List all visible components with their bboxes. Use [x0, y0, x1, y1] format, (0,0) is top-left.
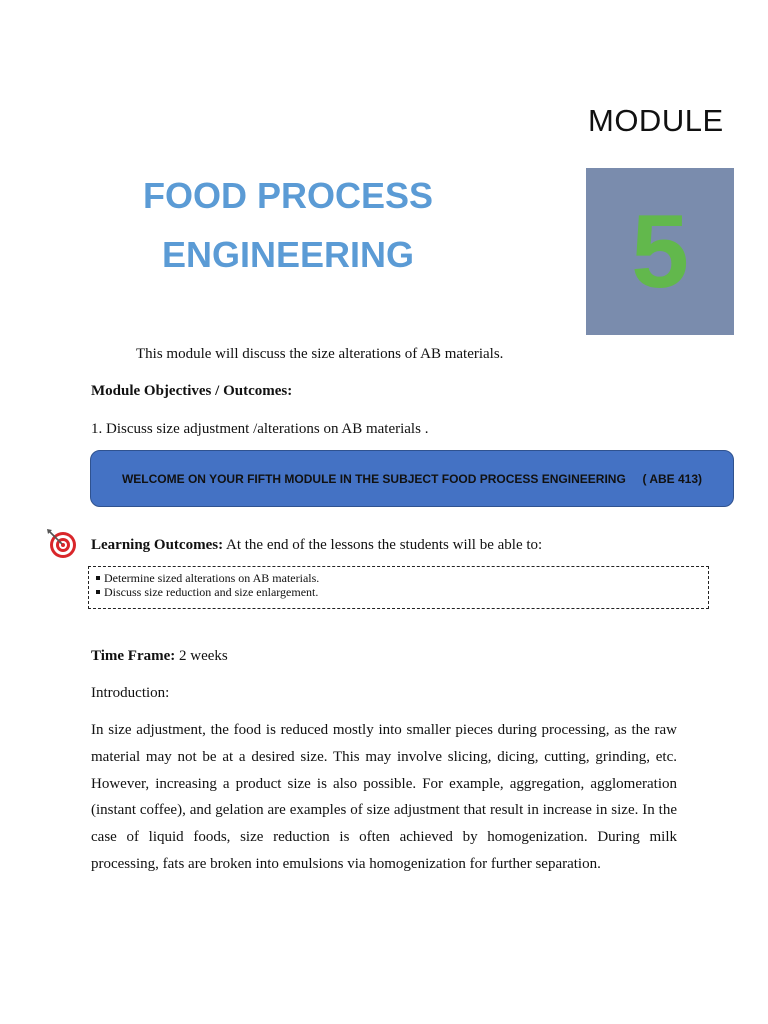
dartboard-target-icon	[46, 528, 78, 560]
module-number-box	[586, 168, 734, 335]
outcome-item: Determine sized alterations on AB materials.	[95, 571, 708, 585]
objective-item: 1. Discuss size adjustment /alterations on AB materials .	[91, 421, 429, 437]
welcome-banner: WELCOME ON YOUR FIFTH MODULE IN THE SUBJECT FOOD PROCESS ENGINEERING ( ABE 413)	[90, 450, 734, 507]
module-number: 5	[631, 193, 689, 310]
page-title	[100, 166, 476, 284]
title-line-2: ENGINEERING	[161, 234, 415, 275]
learning-outcomes-text: At the end of the lessons the students will be able to:	[223, 537, 543, 553]
learning-outcomes-line	[91, 535, 542, 555]
introduction-heading: Introduction:	[91, 685, 170, 701]
module-label: MODULE	[588, 103, 724, 138]
time-frame-line	[91, 646, 228, 666]
module-intro-line: This module will discuss the size alterations of AB materials.	[136, 346, 504, 362]
title-line-1: FOOD PROCESS	[142, 175, 434, 216]
objectives-heading: Module Objectives / Outcomes:	[91, 383, 293, 399]
time-frame-value: 2 weeks	[175, 648, 228, 664]
introduction-body: In size adjustment, the food is reduced mostly into smaller pieces during processing, as the raw material may not be at a desired size. This may involve slicing, dicing, cutting, grinding, etc. However, increasing a product size is also possible. For example, aggregation, agglomeration (instant coffee), and gelation are examples of size adjustment that result in increase in size. In the case of liquid foods, size reduction is often achieved by homogenization. During milk processing, fats are broken into emulsions via homogenization for further separation.	[91, 722, 677, 872]
learning-outcomes-label: Learning Outcomes:	[91, 537, 224, 553]
time-frame-label: Time Frame:	[91, 648, 176, 664]
outcomes-box	[88, 566, 709, 609]
outcome-item: Discuss size reduction and size enlargement.	[95, 585, 708, 599]
